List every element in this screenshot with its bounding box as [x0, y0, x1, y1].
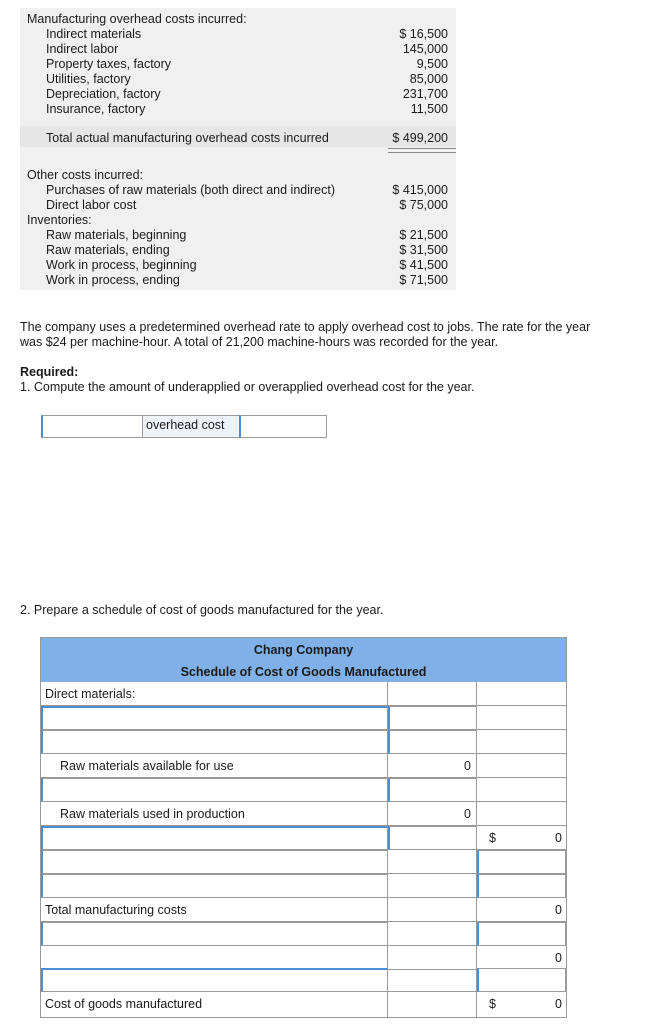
overhead-item-value: 231,700	[402, 87, 448, 101]
schedule-total-input[interactable]	[477, 968, 566, 992]
schedule-label-input[interactable]	[41, 968, 388, 992]
rm-available-label-cell	[41, 754, 388, 778]
other-cost-value: $ 415,000	[392, 183, 448, 197]
inventory-value: $ 31,500	[399, 243, 448, 257]
inventory-label: Work in process, ending	[46, 273, 180, 287]
overhead-cost-input[interactable]	[239, 415, 327, 438]
rm-available-label: Raw materials available for use	[60, 759, 234, 773]
schedule-total-input[interactable]	[477, 922, 566, 946]
total-cell	[477, 730, 566, 754]
dollar-sign: $	[489, 831, 496, 845]
schedule-amount-input[interactable]	[388, 826, 477, 850]
total-cell	[477, 778, 566, 802]
overhead-heading: Manufacturing overhead costs incurred:	[27, 12, 247, 26]
overhead-item-label: Indirect labor	[46, 42, 119, 56]
total-mfg-label: Total manufacturing costs	[45, 903, 187, 917]
cogm-label: Cost of goods manufactured	[45, 997, 203, 1011]
overhead-item-label: Property taxes, factory	[46, 57, 172, 71]
amount-cell	[388, 898, 477, 922]
dm-total-value: 0	[555, 831, 562, 845]
amount-cell	[388, 992, 477, 1017]
inventories-heading: Inventories:	[27, 213, 92, 227]
overhead-item-value: 145,000	[402, 42, 448, 56]
direct-materials-label-cell	[41, 682, 388, 706]
question-1: 1. Compute the amount of underapplied or overapplied overhead cost for the year.	[20, 380, 475, 394]
other-cost-label: Direct labor cost	[46, 198, 137, 212]
schedule-label-input[interactable]	[41, 706, 388, 730]
question-2: 2. Prepare a schedule of cost of goods manufactured for the year.	[20, 603, 384, 617]
schedule-total-input[interactable]	[477, 874, 566, 898]
company-name: Chang Company	[253, 643, 354, 657]
overhead-item-label: Depreciation, factory	[46, 87, 161, 101]
schedule-label-input[interactable]	[41, 730, 388, 754]
blank-label-cell	[41, 946, 388, 970]
inventory-value: $ 71,500	[399, 273, 448, 287]
cogm-value: 0	[555, 997, 562, 1011]
other-costs-heading: Other costs incurred:	[27, 168, 144, 182]
schedule-total-input[interactable]	[477, 850, 566, 874]
rm-used-cell	[388, 802, 477, 826]
amount-cell	[388, 968, 477, 992]
total-mfg-value: 0	[555, 903, 562, 917]
inventory-value: $ 21,500	[399, 228, 448, 242]
rm-used-label: Raw materials used in production	[60, 807, 245, 821]
total-cell	[477, 802, 566, 826]
amount-cell	[388, 946, 477, 970]
schedule-label-input[interactable]	[41, 874, 388, 898]
overhead-cost-label-cell	[142, 415, 240, 438]
problem-paragraph	[20, 320, 640, 350]
overhead-item-value: 9,500	[416, 57, 448, 71]
overhead-item-value: 11,500	[410, 102, 448, 116]
subtotal-value: 0	[555, 951, 562, 965]
amount-cell	[388, 850, 477, 874]
amount-cell	[388, 874, 477, 898]
rm-used-label-cell	[41, 802, 388, 826]
schedule-title: Schedule of Cost of Goods Manufactured	[180, 665, 427, 679]
rm-available-cell	[388, 754, 477, 778]
rm-available-value: 0	[464, 759, 471, 773]
problem-line: The company uses a predetermined overhead rate to apply overhead cost to jobs. The rate for the year	[20, 320, 591, 334]
total-cell	[477, 682, 566, 706]
rm-used-value: 0	[464, 807, 471, 821]
schedule-label-input[interactable]	[41, 826, 388, 850]
dm-total-cell	[477, 826, 566, 850]
inventory-value: $ 41,500	[399, 258, 448, 272]
other-cost-value: $ 75,000	[399, 198, 448, 212]
inventory-label: Raw materials, ending	[46, 243, 170, 257]
total-cell	[477, 754, 566, 778]
cogm-label-cell	[41, 992, 388, 1017]
overhead-total-label: Total actual manufacturing overhead costs incurred	[46, 131, 329, 145]
schedule-header	[41, 638, 566, 682]
overhead-item-label: Utilities, factory	[46, 72, 131, 86]
overhead-item-label: Indirect materials	[46, 27, 142, 41]
schedule-amount-input[interactable]	[388, 730, 477, 754]
overhead-item-value: $ 16,500	[399, 27, 448, 41]
total-cell	[477, 706, 566, 730]
total-mfg-label-cell	[41, 898, 388, 922]
schedule-label-input[interactable]	[41, 850, 388, 874]
schedule-label-input[interactable]	[41, 922, 388, 946]
cogm-cell	[477, 992, 566, 1017]
total-mfg-cell	[477, 898, 566, 922]
inventory-label: Work in process, beginning	[46, 258, 197, 272]
total-rule-bottom	[388, 152, 456, 153]
dollar-sign: $	[489, 997, 496, 1011]
problem-line: was $24 per machine-hour. A total of 21,200 machine-hours was recorded for the year.	[20, 335, 499, 349]
schedule-label-input[interactable]	[41, 778, 388, 802]
total-rule-top	[388, 148, 456, 149]
overhead-cost-label: overhead cost	[146, 418, 225, 432]
overhead-item-value: 85,000	[409, 72, 448, 86]
schedule-amount-input[interactable]	[388, 778, 477, 802]
amount-cell	[388, 682, 477, 706]
required-label: Required:	[20, 365, 79, 379]
cogm-schedule-table	[40, 637, 567, 1018]
overhead-total-value: $ 499,200	[392, 131, 448, 145]
inventory-label: Raw materials, beginning	[46, 228, 187, 242]
subtotal-cell	[477, 946, 566, 970]
schedule-amount-input[interactable]	[388, 706, 477, 730]
direct-materials-label: Direct materials:	[45, 687, 136, 701]
other-cost-label: Purchases of raw materials (both direct and indirect)	[46, 183, 336, 197]
overhead-item-label: Insurance, factory	[46, 102, 146, 116]
overhead-type-select[interactable]	[41, 415, 143, 438]
amount-cell	[388, 922, 477, 946]
